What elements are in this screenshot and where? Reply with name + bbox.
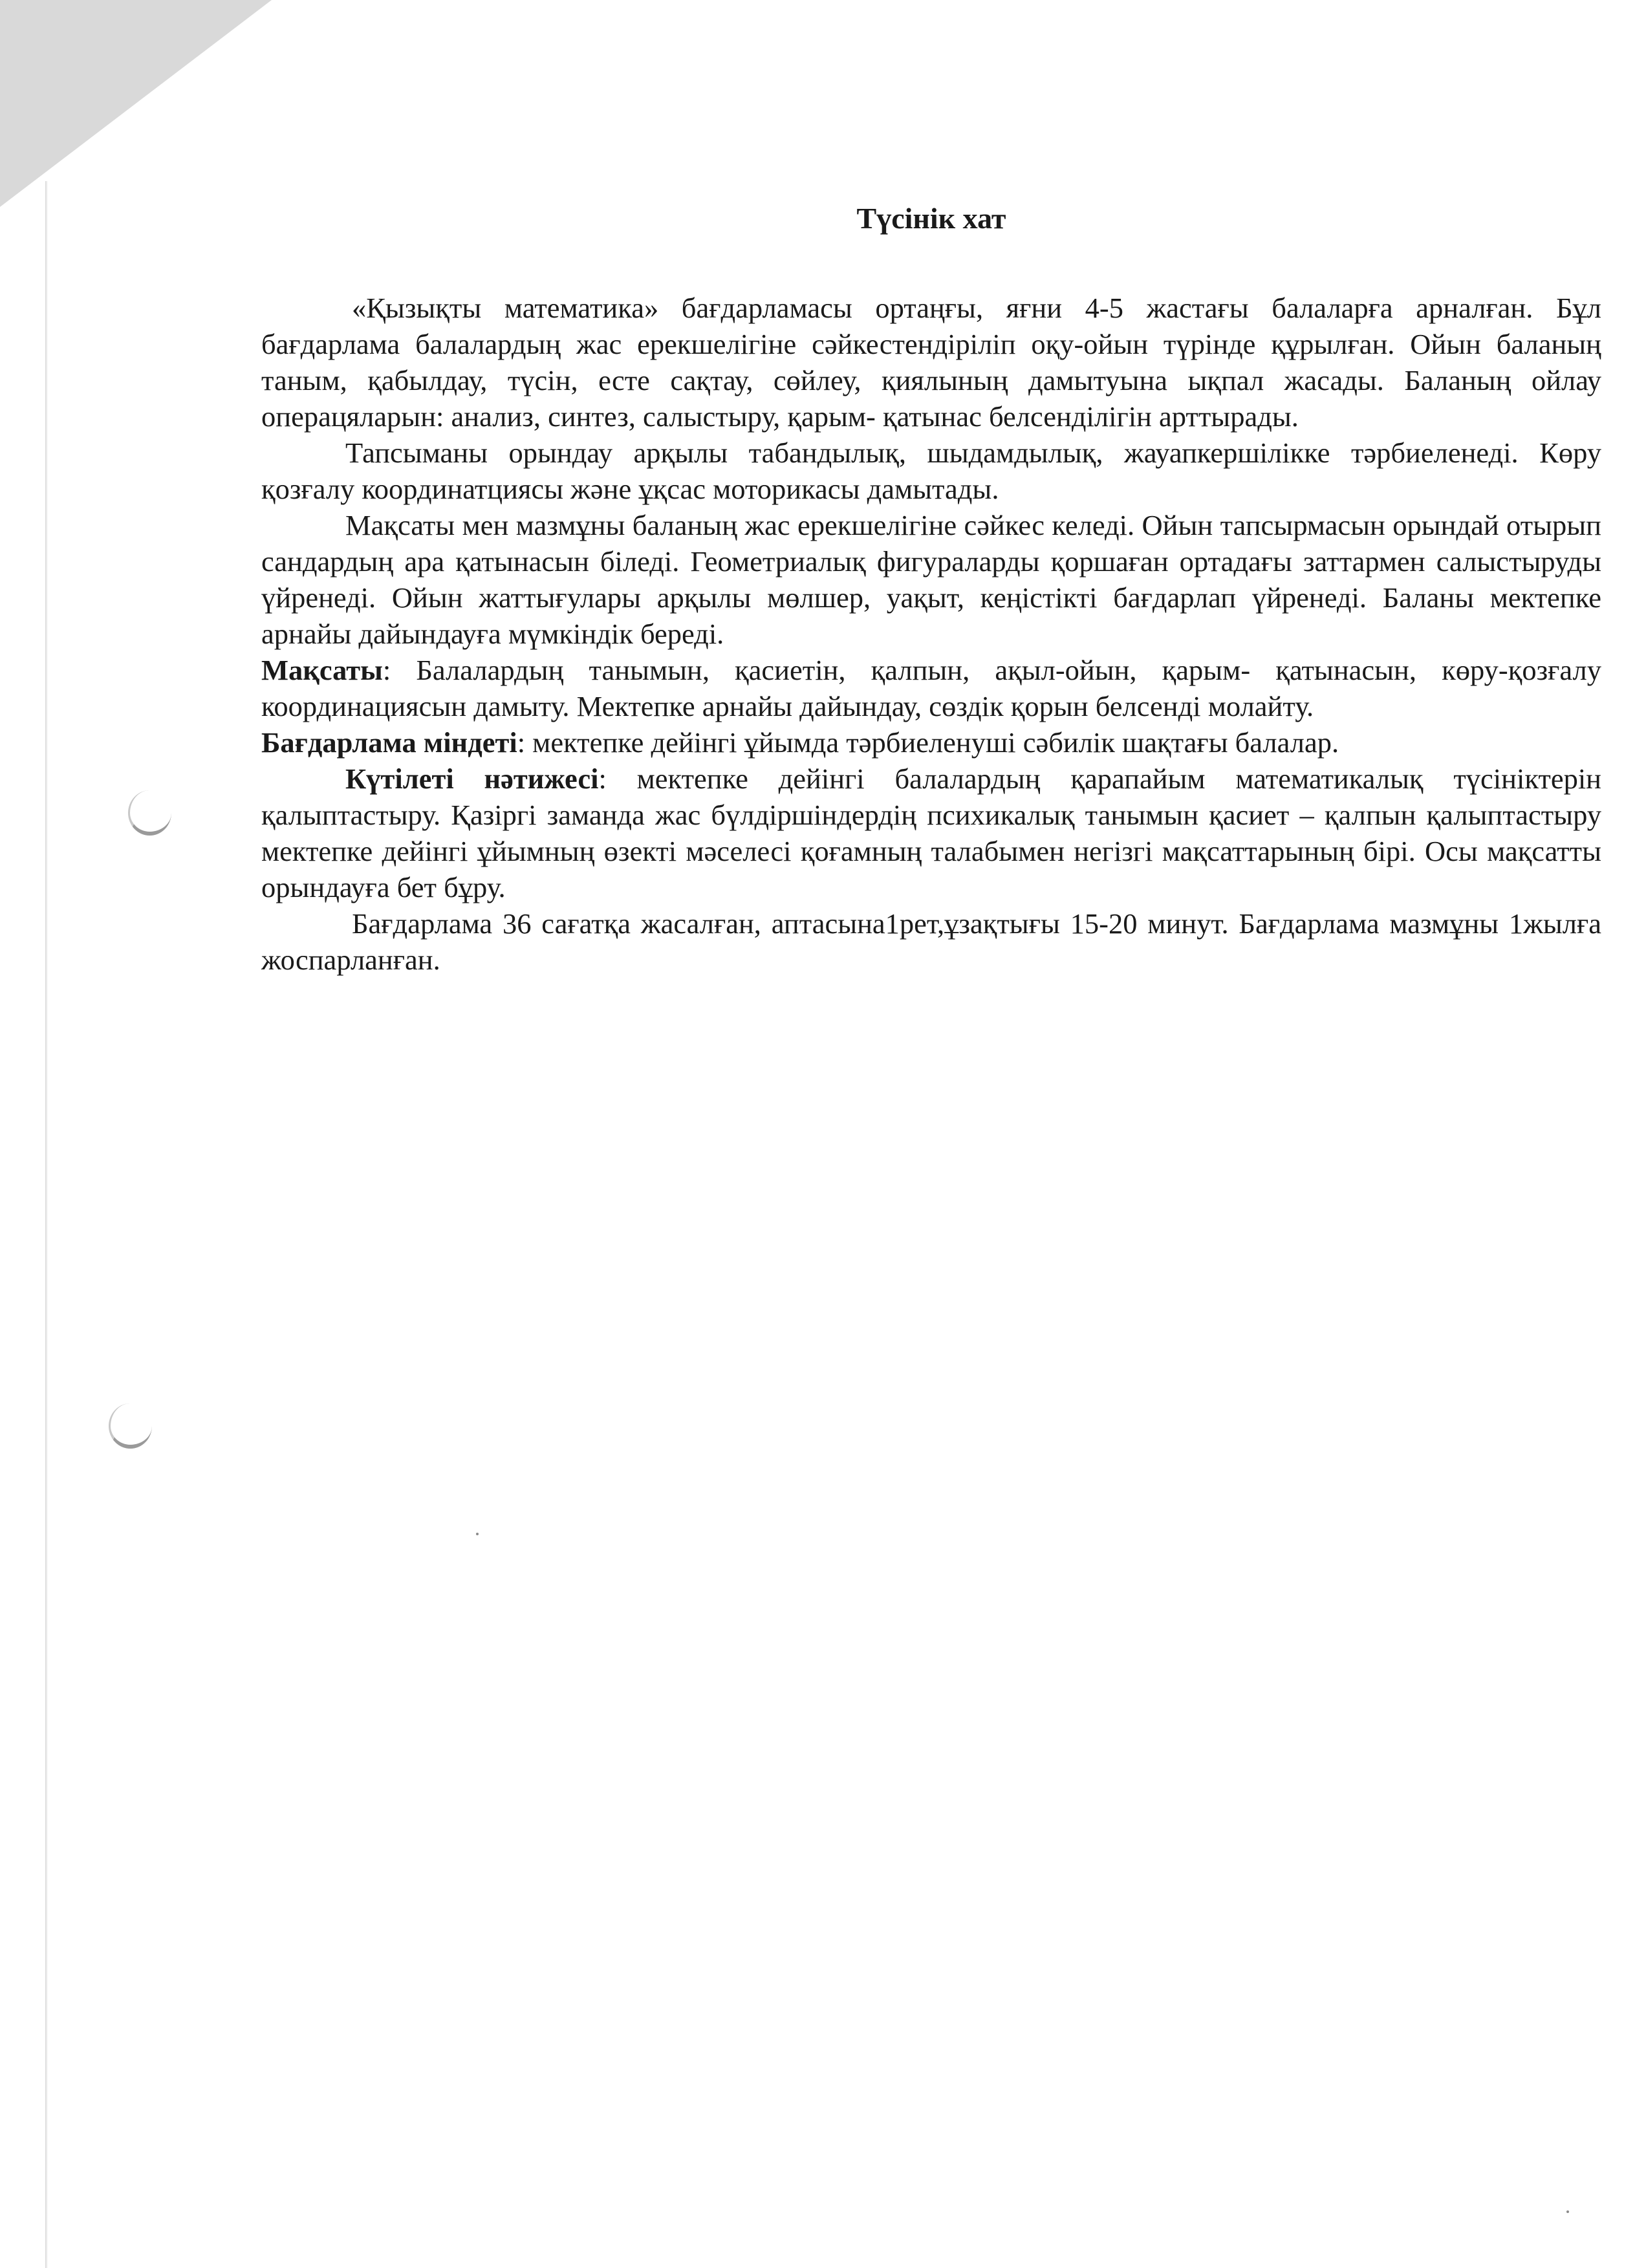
paragraph-task: Тапсыманы орындау арқылы табандылық, шыдамдылық, жауапкершілікке тәрбиеленеді. Көру қозғалу координатциясы және ұқсас моторикасы дамытады.	[261, 437, 1601, 505]
paragraph-goal	[261, 652, 1601, 724]
paragraph-result	[261, 761, 1601, 905]
punch-hole-lower	[109, 1403, 152, 1449]
document-body	[261, 200, 1601, 978]
document-title: Түсінік хат	[856, 202, 1006, 235]
paragraph-objective	[261, 724, 1601, 761]
page-edge-shadow	[45, 181, 48, 2268]
scan-speck	[1566, 2210, 1569, 2213]
goal-label: Мақсаты	[261, 654, 383, 686]
folded-corner	[0, 0, 272, 207]
result-text: : мектепке дейінгі балалардың қарапайым математикалық түсініктерін қалыптастыру. Қазіргі заманда жас бүлдіршіндердің психикалық танымын қасиет – қалпын қалыптастыру мектепке дейінгі ұйымның өзекті мәселесі қоғамның талабымен негізгі мақсаттарының бірі. Осы мақсатты орындауға бет бұру.	[261, 762, 1601, 903]
objective-label: Бағдарлама міндеті	[261, 726, 517, 759]
goal-text: : Балалардың танымын, қасиетін, қалпын, ақыл-ойын, қарым- қатынасын, көру-қозғалу координациясын дамыту. Мектепке арнайы дайындау, сөздік қорын белсенді молайту.	[261, 654, 1601, 722]
paragraph-intro: «Қызықты математика» бағдарламасы ортаңғы, яғни 4-5 жастағы балаларға арналған. Бұл бағдарлама балалардың жас ерекшелігіне сәйкестендіріліп оқу-ойын түрінде құрылған. Ойын баланың таным, қабылдау, түсін, есте сақтау, сөйлеу, қиялының дамытуына ықпал жасады. Баланың ойлау операцяларын: анализ, синтез, салыстыру, қарым- қатынас белсенділігін арттырады.	[261, 292, 1601, 433]
paragraph-content: Мақсаты мен мазмұны баланың жас ерекшелігіне сәйкес келеді. Ойын тапсырмасын орындай отырып сандардың ара қатынасын біледі. Геометриалық фигураларды қоршаған ортадағы заттармен салыстыруды үйренеді. Ойын жаттығулары арқылы мөлшер, уақыт, кеңістікті бағдарлап үйренеді. Баланы мектепке арнайы дайындауға мүмкіндік береді.	[261, 509, 1601, 650]
scan-speck	[476, 1533, 479, 1535]
objective-text: : мектепке дейінгі ұйымда тәрбиеленуші сәбилік шақтағы балалар.	[517, 726, 1339, 759]
punch-hole-upper	[128, 790, 171, 836]
paragraph-schedule: Бағдарлама 36 сағатқа жасалған, аптасына1рет,ұзақтығы 15-20 минут. Бағдарлама мазмұны 1жылға жоспарланған.	[261, 907, 1601, 976]
result-label: Күтілеті нәтижесі	[345, 762, 599, 795]
